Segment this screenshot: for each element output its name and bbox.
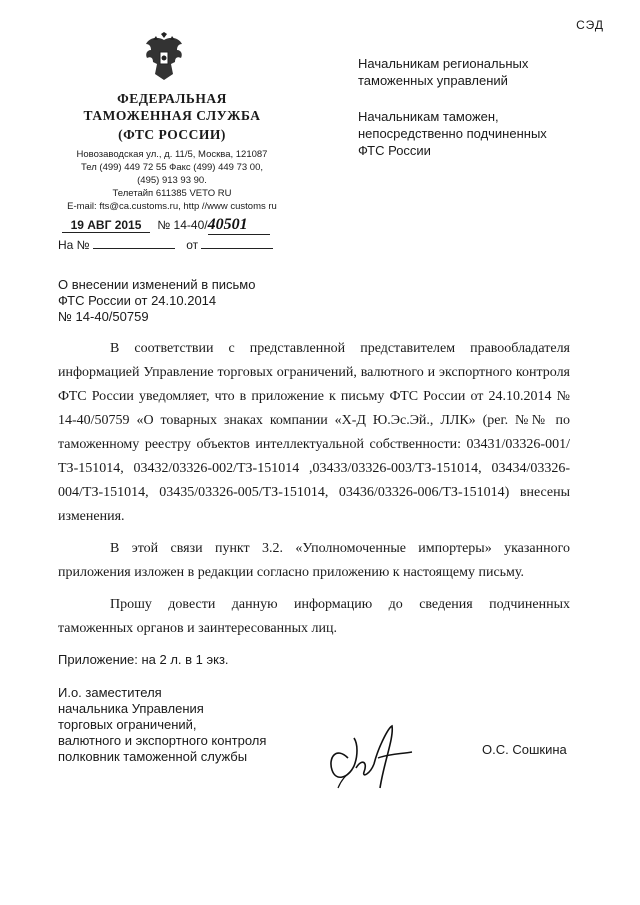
body-paragraph-1: В соответствии с представленной представителем правообладателя информацией Управление торговых ограничений, валютного и экспортного контроля ФТС России уведомляет, что в приложение к письму ФТС России от 24.10.2014 № 14-40/50759 «О товарных знаках компании «Х-Д Ю.Эс.Эй., ЛЛК» (рег. №№ по таможенному реестру объектов интеллектуальной собственности: 03431/03326-001/ТЗ-151014, 03432/03326-002/ТЗ-151014 ,03433/03326-003/ТЗ-151014, 03434/03326-004/ТЗ-151014, 03435/03326-005/ТЗ-151014, 03436/03326-006/ТЗ-151014) внесены изменения. [58, 341, 570, 524]
org-name-line3: (ФТС РОССИИ) [118, 127, 226, 142]
document-system-stamp: СЭД [576, 18, 604, 32]
subject-line2: ФТС России от 24.10.2014 [58, 293, 217, 308]
subject-line3: № 14-40/50759 [58, 309, 149, 324]
reference-line [58, 238, 273, 252]
addressee-line5: ФТС России [358, 143, 431, 158]
registration-line [62, 216, 270, 235]
registration-number-handwritten: 40501 [208, 216, 270, 235]
addressee-line4: непосредственно подчиненных [358, 126, 547, 141]
signature-block-line3: торговых ограничений, [58, 717, 197, 732]
handwritten-signature [318, 718, 418, 793]
body-paragraph-3: Прошу довести данную информацию до сведения подчиненных таможенных органов и заинтересованных лиц. [58, 597, 570, 636]
signature-block-line2: начальника Управления [58, 701, 204, 716]
reference-from-label: от [186, 238, 199, 252]
signer-name: О.С. Сошкина [482, 742, 567, 757]
double-headed-eagle-emblem [143, 32, 185, 82]
org-email: E-mail: fts@ca.customs.ru, http //www customs ru [67, 201, 277, 212]
letter-body [58, 337, 570, 641]
body-paragraph-2: В этой связи пункт 3.2. «Уполномоченные импортеры» указанного приложения изложен в редакции согласно приложению к настоящему письму. [58, 541, 570, 580]
addressee-line3: Начальникам таможен, [358, 109, 499, 124]
org-phone2: (495) 913 93 90. [137, 175, 207, 186]
org-phone: Тел (499) 449 72 55 Факс (499) 449 73 00, [80, 162, 264, 173]
reference-label: На № [58, 238, 90, 252]
subject-line1: О внесении изменений в письмо [58, 277, 256, 292]
org-name-line2: ТАМОЖЕННАЯ СЛУЖБА [83, 108, 261, 123]
signature-block-line4: валютного и экспортного контроля [58, 733, 267, 748]
addressee-line2: таможенных управлений [358, 73, 508, 88]
org-address: Новозаводская ул., д. 11/5, Москва, 121087 [76, 149, 268, 160]
org-teletype: Телетайп 611385 VETO RU [112, 188, 232, 199]
registration-number-prefix: № 14-40/ [157, 218, 208, 232]
addressee-line1: Начальникам региональных [358, 56, 529, 71]
signature-block-line5: полковник таможенной службы [58, 749, 248, 764]
org-name-line1: ФЕДЕРАЛЬНАЯ [117, 91, 227, 106]
registration-date: 19 АВГ 2015 [62, 218, 150, 233]
reference-date-blank [201, 248, 273, 249]
attachment-note: Приложение: на 2 л. в 1 экз. [58, 652, 229, 667]
reference-number-blank [93, 248, 175, 249]
signature-block-line1: И.о. заместителя [58, 685, 162, 700]
